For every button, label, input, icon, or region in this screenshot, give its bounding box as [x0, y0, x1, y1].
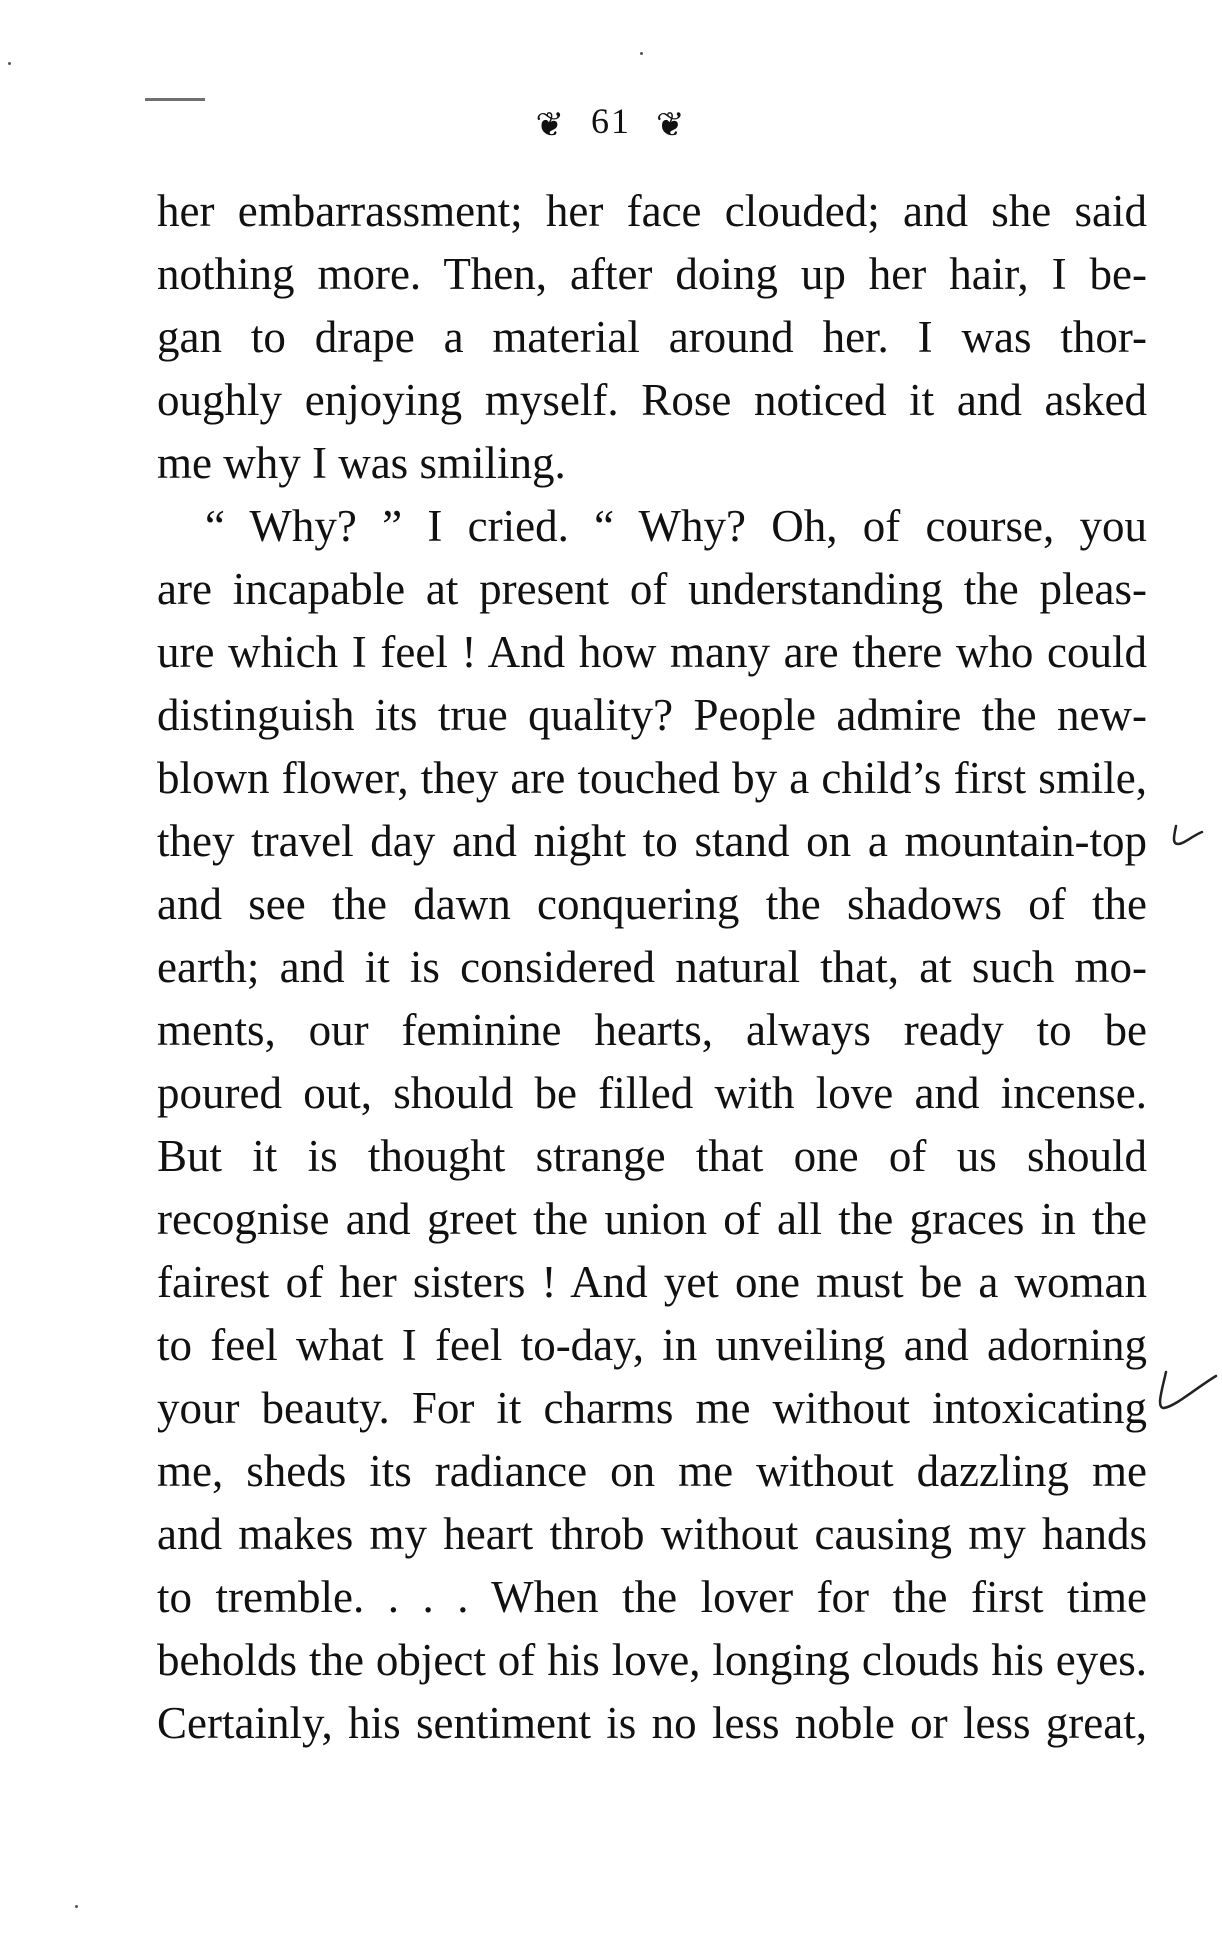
pencil-tick-mark	[1168, 822, 1208, 862]
text-line: beholds the object of his love, longing clouds his eyes.	[157, 1635, 1147, 1685]
text-line: and makes my heart throb without causing my hands	[157, 1509, 1147, 1559]
text-line: blown flower, they are touched by a child’s first smile,	[157, 753, 1147, 803]
text-line: your beauty. For it charms me without intoxicating	[157, 1383, 1147, 1433]
text-line: Certainly, his sentiment is no less noble or less great,	[157, 1698, 1147, 1748]
page-number: 61	[591, 101, 631, 141]
text-line: to feel what I feel to-day, in unveiling and adorning	[157, 1320, 1147, 1370]
pencil-tick-mark	[1152, 1368, 1222, 1428]
text-line: are incapable at present of understanding the pleas-	[157, 564, 1147, 614]
text-line: ments, our feminine hearts, always ready to be	[157, 1005, 1147, 1055]
text-line: poured out, should be filled with love and incense.	[157, 1068, 1147, 1118]
text-line: gan to drape a material around her. I was thor-	[157, 312, 1147, 362]
text-line: and see the dawn conquering the shadows of the	[157, 879, 1147, 929]
text-line: they travel day and night to stand on a mountain-top	[157, 816, 1147, 866]
ink-speck	[75, 1905, 78, 1908]
fleuron-left-icon: ❦	[535, 106, 566, 144]
text-line: But it is thought strange that one of us should	[157, 1131, 1147, 1181]
text-line: ure which I feel ! And how many are there who could	[157, 627, 1147, 677]
text-line: distinguish its true quality? People admire the new-	[157, 690, 1147, 740]
text-line: to tremble. . . . When the lover for the first time	[157, 1572, 1147, 1622]
text-line: oughly enjoying myself. Rose noticed it and asked	[157, 375, 1147, 425]
ink-speck	[8, 62, 11, 65]
text-line: nothing more. Then, after doing up her hair, I be-	[157, 249, 1147, 299]
text-line: earth; and it is considered natural that, at such mo-	[157, 942, 1147, 992]
ink-speck	[640, 52, 643, 55]
body-text	[157, 180, 1147, 1755]
text-line: me, sheds its radiance on me without dazzling me	[157, 1446, 1147, 1496]
text-line: fairest of her sisters ! And yet one must be a woman	[157, 1257, 1147, 1307]
text-line: me why I was smiling.	[157, 438, 566, 488]
page-header	[0, 100, 1222, 145]
text-line: recognise and greet the union of all the graces in the	[157, 1194, 1147, 1244]
text-line: her embarrassment; her face clouded; and she said	[157, 186, 1147, 236]
text-line: “ Why? ” I cried. “ Why? Oh, of course, you	[205, 501, 1147, 551]
fleuron-right-icon: ❦	[656, 106, 687, 144]
